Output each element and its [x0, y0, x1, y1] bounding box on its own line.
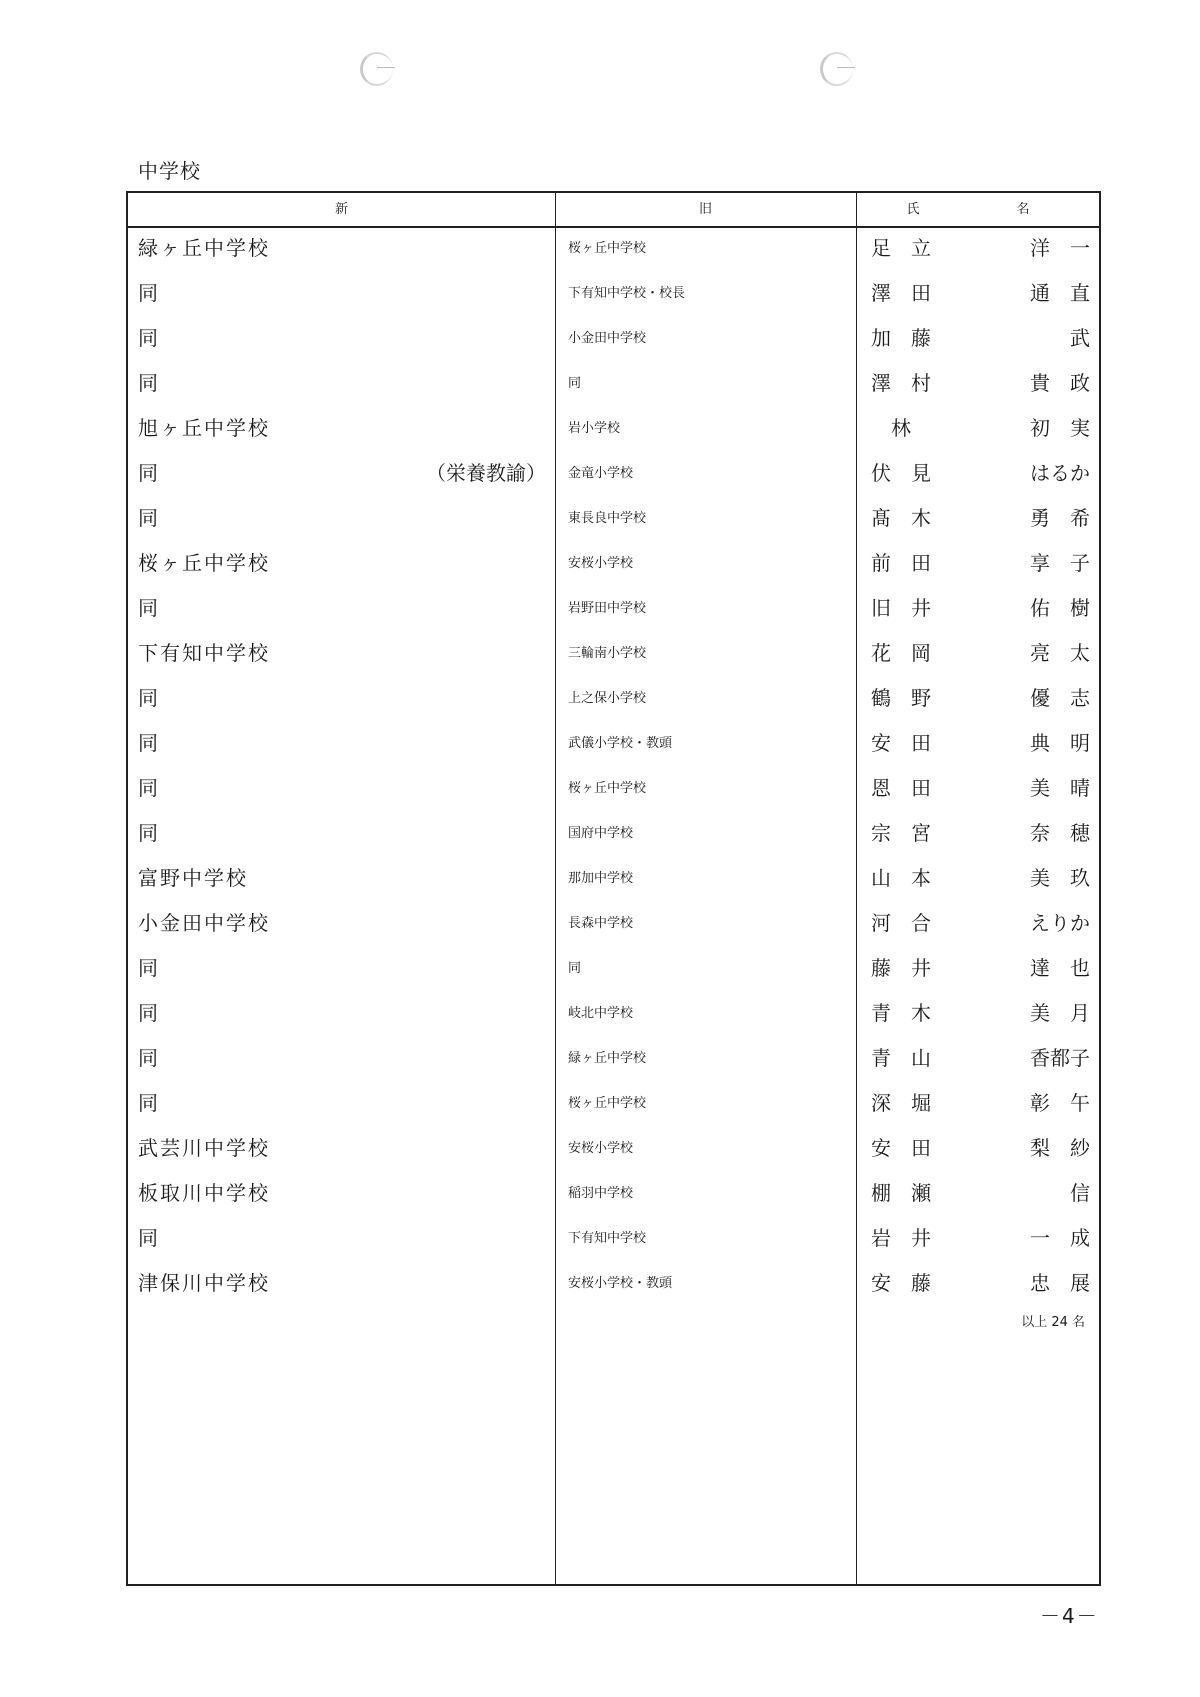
cell-surname: 岩井: [871, 1226, 951, 1250]
cell-note: [418, 406, 546, 451]
given-name-text: 貴政: [1030, 371, 1110, 395]
table-row: [128, 1126, 1110, 1171]
cell-old-school: 三輪南小学校: [568, 646, 647, 661]
cell-note: [418, 1081, 546, 1126]
header-name-1: 氏: [906, 202, 920, 217]
table-row: [128, 1081, 1110, 1126]
given-name-text: 勇希: [1030, 506, 1110, 530]
given-name-text: はるか: [1030, 461, 1090, 485]
cell-old-school: 下有知中学校: [568, 1231, 647, 1246]
cell-note: [418, 811, 546, 856]
table-row: [128, 631, 1110, 676]
cell-note: [418, 766, 546, 811]
cell-given-name: [986, 541, 1110, 586]
table-row: [128, 451, 1099, 496]
given-name-text: 典明: [1030, 731, 1110, 755]
table-row: [128, 496, 1110, 541]
cell-surname: 前田: [871, 551, 951, 575]
given-name-text: 享子: [1030, 551, 1110, 575]
cell-given-name: [986, 361, 1110, 406]
cell-given-name: [986, 1081, 1110, 1126]
given-name-text: 達也: [1030, 956, 1110, 980]
cell-old-school: 上之保小学校: [568, 691, 647, 706]
table-row: [128, 1171, 1099, 1216]
cell-note: [418, 1261, 546, 1306]
cell-note: [418, 991, 546, 1036]
cell-new-school: 富野中学校: [138, 866, 248, 890]
cell-old-school: 桜ヶ丘中学校: [568, 241, 647, 256]
cell-old-school: 国府中学校: [568, 826, 634, 841]
cell-given-name: [986, 901, 1090, 946]
cell-surname: 林: [891, 416, 931, 440]
cell-note: [418, 361, 546, 406]
cell-old-school: 同: [568, 376, 582, 391]
given-name-text: 佑樹: [1030, 596, 1110, 620]
cell-surname: 青山: [871, 1046, 951, 1070]
cell-note: [418, 1126, 546, 1171]
personnel-table: [126, 191, 1110, 1586]
cell-surname: 安田: [871, 731, 951, 755]
given-name-text: 通直: [1030, 281, 1110, 305]
cell-note: [418, 271, 546, 316]
table-row: [128, 811, 1110, 856]
cell-note: [418, 586, 546, 631]
table-row: [128, 856, 1110, 901]
section-title: 中学校: [138, 159, 201, 183]
cell-note: [418, 1171, 546, 1216]
cell-surname: 澤田: [871, 281, 951, 305]
cell-surname: 澤村: [871, 371, 951, 395]
cell-new-school: 小金田中学校: [138, 911, 270, 935]
cell-new-school: 同: [138, 326, 160, 350]
table-row: [128, 721, 1110, 766]
given-name-text: 奈穂: [1030, 821, 1110, 845]
cell-new-school: 同: [138, 776, 160, 800]
table-header: [128, 193, 1099, 228]
cell-surname: 足立: [871, 236, 951, 260]
cell-old-school: 稲羽中学校: [568, 1186, 634, 1201]
cell-old-school: 下有知中学校・校長: [568, 286, 686, 301]
cell-surname: 鶴野: [871, 686, 951, 710]
cell-old-school: 安桜小学校: [568, 1141, 634, 1156]
cell-surname: 深堀: [871, 1091, 951, 1115]
cell-given-name: [986, 856, 1110, 901]
cell-old-school: 安桜小学校・教頭: [568, 1276, 673, 1291]
table-row: [128, 316, 1099, 361]
cell-surname: 旧井: [871, 596, 951, 620]
binder-hole-right-icon: [820, 52, 853, 86]
cell-old-school: 小金田中学校: [568, 331, 647, 346]
cell-surname: 恩田: [871, 776, 951, 800]
cell-old-school: 桜ヶ丘中学校: [568, 781, 647, 796]
table-row: [128, 541, 1110, 586]
given-name-text: 美玖: [1030, 866, 1110, 890]
cell-new-school: 板取川中学校: [138, 1181, 270, 1205]
given-name-text: 初実: [1030, 416, 1110, 440]
cell-new-school: 桜ヶ丘中学校: [138, 551, 270, 575]
cell-surname: 加藤: [871, 326, 951, 350]
given-name-text: 忠展: [1030, 1271, 1110, 1295]
table-row: [128, 361, 1110, 406]
given-name-text: えりか: [1030, 911, 1090, 935]
cell-given-name: [986, 496, 1110, 541]
cell-given-name: [986, 766, 1110, 811]
header-name-2: 名: [1016, 202, 1030, 217]
table-row: [128, 991, 1110, 1036]
given-name-text: 優志: [1030, 686, 1110, 710]
table-row: [128, 901, 1099, 946]
cell-note: [418, 226, 546, 271]
cell-old-school: 岐北中学校: [568, 1006, 634, 1021]
cell-given-name: [986, 586, 1110, 631]
cell-note: [418, 721, 546, 766]
table-row: [128, 766, 1110, 811]
given-name-text: 彰午: [1030, 1091, 1110, 1115]
given-name-text: 信: [1070, 1181, 1090, 1205]
table-row: [128, 1261, 1110, 1306]
given-name-text: 武: [1070, 326, 1090, 350]
cell-surname: 花岡: [871, 641, 951, 665]
cell-new-school: 下有知中学校: [138, 641, 270, 665]
cell-note: [418, 1216, 546, 1261]
cell-old-school: 岩小学校: [568, 421, 621, 436]
cell-new-school: 武芸川中学校: [138, 1136, 270, 1160]
cell-surname: 青木: [871, 1001, 951, 1025]
cell-note: [418, 856, 546, 901]
header-old: 旧: [698, 202, 712, 217]
cell-old-school: 那加中学校: [568, 871, 634, 886]
cell-new-school: 同: [138, 371, 160, 395]
cell-surname: 伏見: [871, 461, 951, 485]
cell-new-school: 同: [138, 956, 160, 980]
given-name-text: 梨紗: [1030, 1136, 1110, 1160]
table-row: [128, 226, 1110, 271]
cell-surname: 山本: [871, 866, 951, 890]
cell-old-school: 安桜小学校: [568, 556, 634, 571]
cell-note: [418, 496, 546, 541]
cell-given-name: [986, 316, 1090, 361]
given-name-text: 香都子: [1030, 1046, 1090, 1070]
cell-new-school: 同: [138, 1091, 160, 1115]
cell-note: [418, 541, 546, 586]
cell-given-name: [986, 406, 1110, 451]
table-row: [128, 1216, 1110, 1261]
total-count: 以上 24 名: [1021, 1315, 1085, 1330]
table-row: [128, 271, 1110, 316]
cell-new-school: 同: [138, 1001, 160, 1025]
cell-given-name: [986, 811, 1110, 856]
cell-note: [418, 631, 546, 676]
cell-new-school: 同: [138, 821, 160, 845]
cell-surname: 安田: [871, 1136, 951, 1160]
given-name-text: 洋一: [1030, 236, 1110, 260]
cell-given-name: [986, 271, 1110, 316]
cell-given-name: [986, 1261, 1110, 1306]
cell-new-school: 同: [138, 731, 160, 755]
cell-note: [418, 901, 546, 946]
cell-note: （栄養教諭）: [426, 461, 546, 485]
given-name-text: 一成: [1030, 1226, 1110, 1250]
cell-new-school: 同: [138, 686, 160, 710]
cell-old-school: 同: [568, 961, 582, 976]
cell-surname: 棚瀬: [871, 1181, 951, 1205]
cell-given-name: [986, 226, 1110, 271]
cell-new-school: 緑ヶ丘中学校: [138, 236, 270, 260]
cell-old-school: 長森中学校: [568, 916, 634, 931]
cell-given-name: [986, 1216, 1110, 1261]
cell-note: [418, 316, 546, 361]
cell-note: [418, 676, 546, 721]
cell-given-name: [986, 676, 1110, 721]
cell-surname: 髙木: [871, 506, 951, 530]
cell-given-name: [986, 631, 1110, 676]
cell-old-school: 武儀小学校・教頭: [568, 736, 673, 751]
cell-new-school: 同: [138, 506, 160, 530]
cell-note: [418, 1036, 546, 1081]
binder-hole-left-icon: [360, 52, 393, 86]
page-number: －4－: [1040, 1604, 1099, 1628]
table-row: [128, 1036, 1099, 1081]
cell-surname: 河合: [871, 911, 951, 935]
header-new: 新: [334, 202, 348, 217]
table-body: [128, 226, 1110, 1306]
table-row: [128, 586, 1110, 631]
cell-surname: 藤井: [871, 956, 951, 980]
given-name-text: 美月: [1030, 1001, 1110, 1025]
cell-given-name: [986, 451, 1090, 496]
table-row: [128, 406, 1110, 451]
cell-old-school: 金竜小学校: [568, 466, 634, 481]
cell-new-school: 津保川中学校: [138, 1271, 270, 1295]
table-row: [128, 676, 1110, 721]
cell-new-school: 同: [138, 596, 160, 620]
cell-given-name: [986, 1126, 1110, 1171]
given-name-text: 亮太: [1030, 641, 1110, 665]
cell-new-school: 同: [138, 461, 160, 485]
table-row: [128, 946, 1110, 991]
cell-given-name: [986, 1036, 1090, 1081]
cell-old-school: 緑ヶ丘中学校: [568, 1051, 647, 1066]
cell-new-school: 同: [138, 1226, 160, 1250]
cell-given-name: [986, 721, 1110, 766]
cell-note: [418, 946, 546, 991]
cell-surname: 宗宮: [871, 821, 951, 845]
cell-surname: 安藤: [871, 1271, 951, 1295]
cell-old-school: 岩野田中学校: [568, 601, 647, 616]
cell-given-name: [986, 946, 1110, 991]
cell-given-name: [986, 1171, 1090, 1216]
cell-new-school: 旭ヶ丘中学校: [138, 416, 270, 440]
cell-new-school: 同: [138, 1046, 160, 1070]
cell-given-name: [986, 991, 1110, 1036]
given-name-text: 美晴: [1030, 776, 1110, 800]
cell-old-school: 桜ヶ丘中学校: [568, 1096, 647, 1111]
cell-new-school: 同: [138, 281, 160, 305]
cell-old-school: 東長良中学校: [568, 511, 647, 526]
